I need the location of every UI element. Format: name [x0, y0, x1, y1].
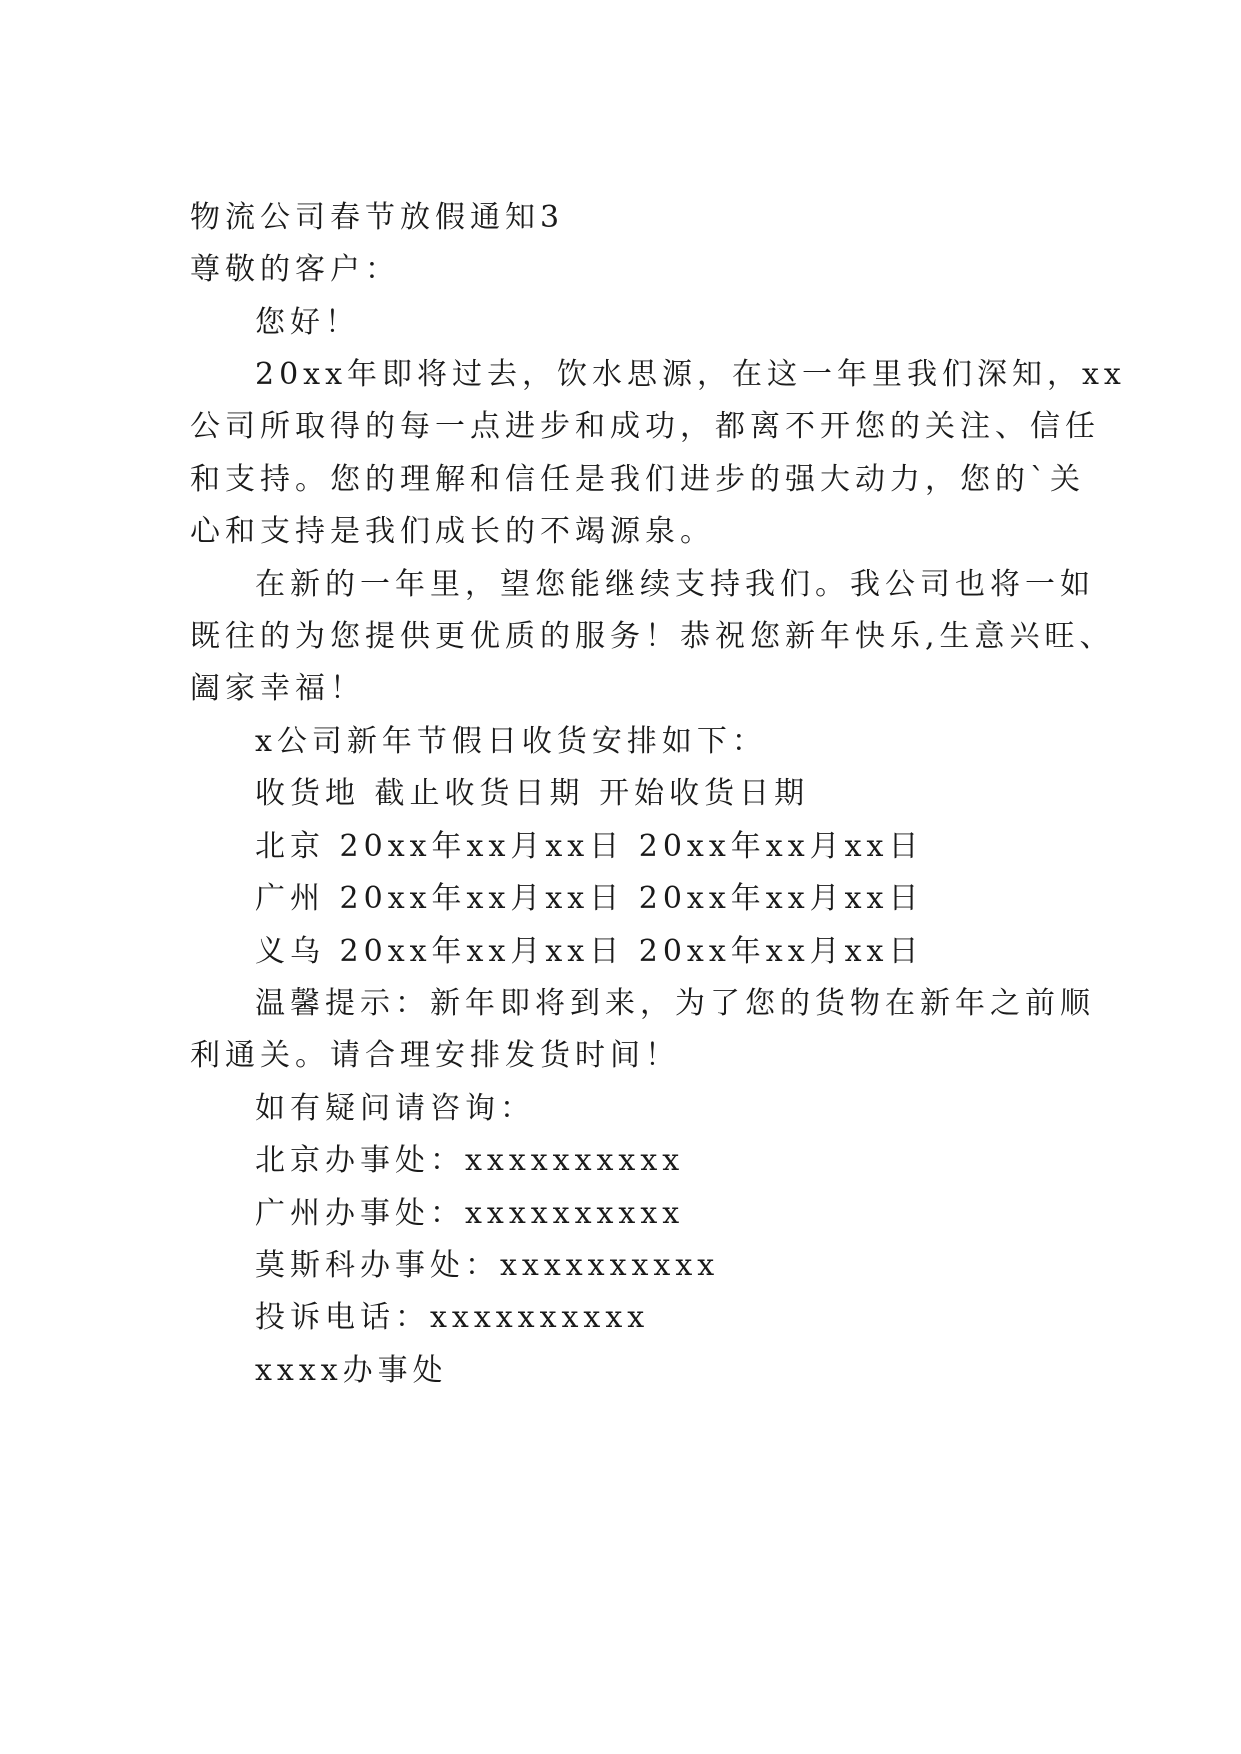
- salutation: 尊敬的客户：: [190, 252, 400, 287]
- paragraph-line: 和支持。您的理解和信任是我们进步的强大动力，您的`关: [190, 462, 1085, 497]
- tip-line: 温馨提示：新年即将到来，为了您的货物在新年之前顺: [255, 986, 1095, 1021]
- paragraph-line: 公司所取得的每一点进步和成功，都离不开您的关注、信任: [190, 409, 1100, 444]
- schedule-row: 北京 20xx年xx月xx日 20xx年xx月xx日: [255, 829, 924, 864]
- paragraph-line: 既往的为您提供更优质的服务！恭祝您新年快乐,生意兴旺、: [190, 619, 1115, 654]
- contact-line: 广州办事处：xxxxxxxxxx: [255, 1196, 685, 1231]
- contact-line: 莫斯科办事处：xxxxxxxxxx: [255, 1248, 720, 1283]
- schedule-row: 广州 20xx年xx月xx日 20xx年xx月xx日: [255, 881, 924, 916]
- contact-intro: 如有疑问请咨询：: [255, 1091, 535, 1126]
- paragraph-line: 心和支持是我们成长的不竭源泉。: [190, 514, 715, 549]
- schedule-header: 收货地 截止收货日期 开始收货日期: [255, 776, 810, 811]
- document-title: 物流公司春节放假通知3: [190, 200, 565, 235]
- contact-line: 北京办事处：xxxxxxxxxx: [255, 1143, 685, 1178]
- tip-line: 利通关。请合理安排发货时间！: [190, 1038, 680, 1073]
- greeting: 您好！: [255, 305, 360, 340]
- schedule-row: 义乌 20xx年xx月xx日 20xx年xx月xx日: [255, 934, 924, 969]
- paragraph-line: 在新的一年里，望您能继续支持我们。我公司也将一如: [255, 567, 1095, 602]
- contact-line: 投诉电话：xxxxxxxxxx: [255, 1300, 650, 1335]
- paragraph-line: 20xx年即将过去，饮水思源，在这一年里我们深知，xx: [255, 357, 1126, 392]
- paragraph-line: 阖家幸福！: [190, 671, 365, 706]
- schedule-intro: x公司新年节假日收货安排如下：: [255, 724, 767, 759]
- signature: xxxx办事处: [255, 1353, 448, 1388]
